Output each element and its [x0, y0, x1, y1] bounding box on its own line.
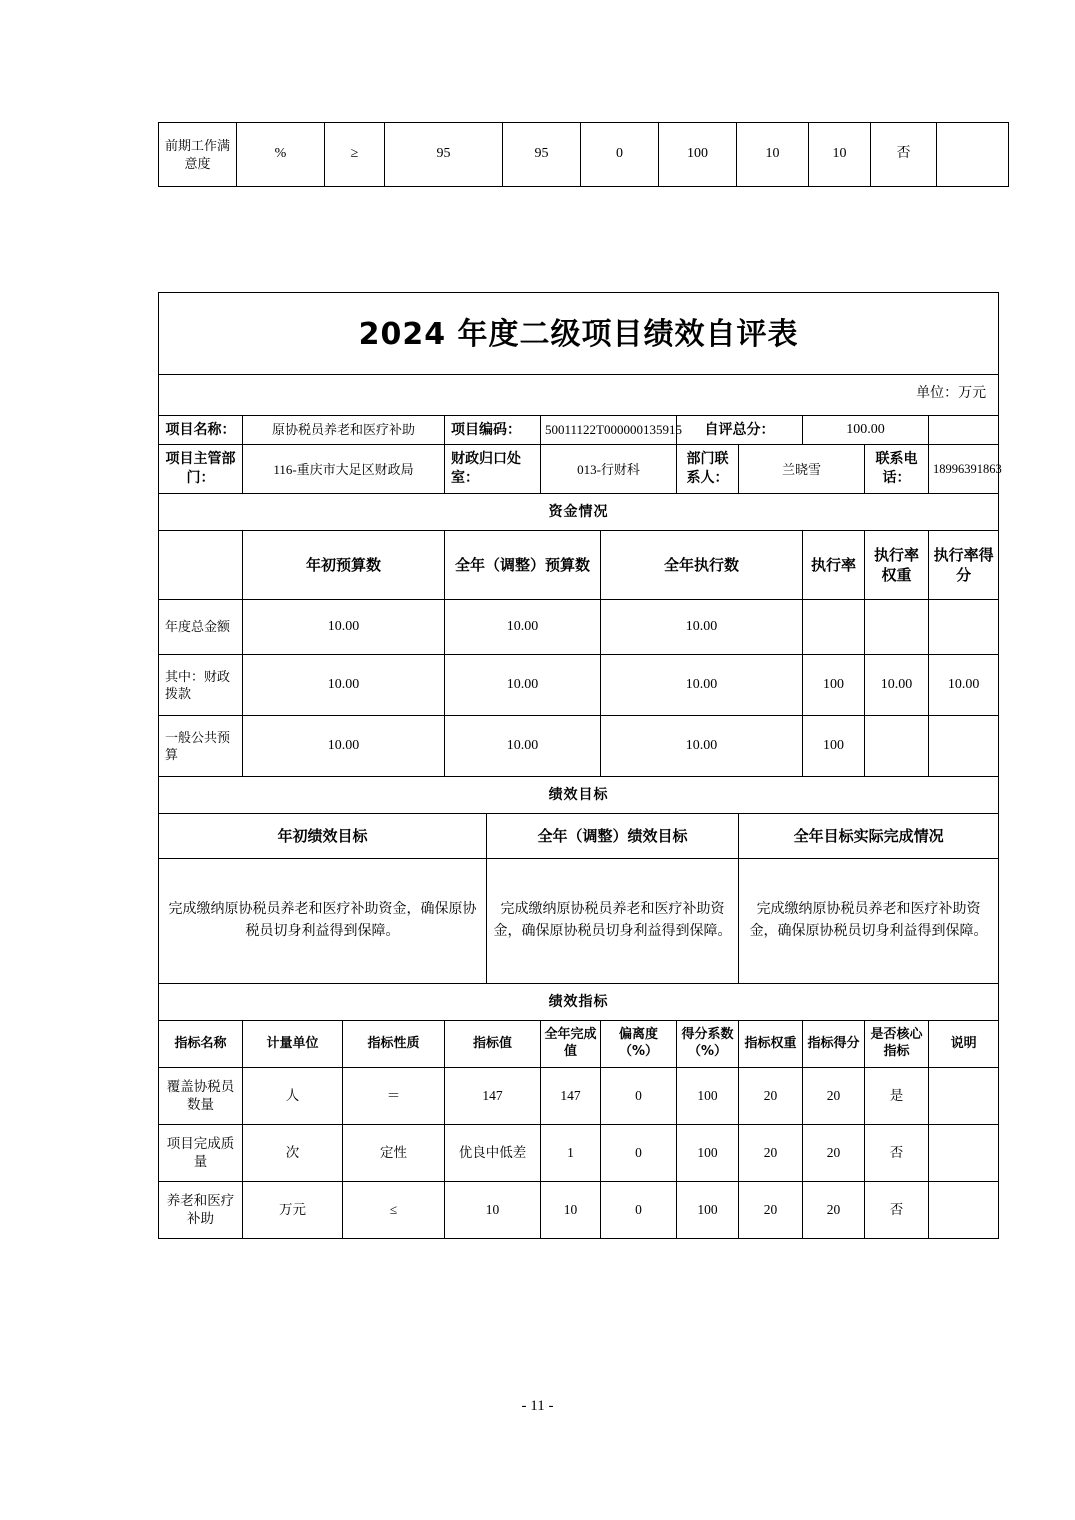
indicator-actual-value: 1 [541, 1124, 601, 1181]
project-info-row-1 [159, 415, 999, 445]
funds-initial: 10.00 [243, 655, 445, 716]
funds-rate [803, 600, 865, 655]
project-name-value: 原协税员养老和医疗补助 [243, 415, 445, 445]
funds-score: 10.00 [929, 655, 999, 716]
indicator-is-core: 否 [865, 1124, 929, 1181]
phone-value: 18996391863 [929, 445, 999, 494]
indicators-section-header [159, 984, 999, 1021]
info-blank-1 [929, 415, 999, 445]
indicator-note [929, 1181, 999, 1238]
funds-initial: 10.00 [243, 600, 445, 655]
goals-header-adjusted: 全年（调整）绩效目标 [487, 814, 739, 859]
indicator-score: 10 [809, 123, 871, 187]
finance-office-label: 财政归口处室： [445, 445, 541, 494]
col-target-value: 指标值 [445, 1021, 541, 1068]
funds-initial: 10.00 [243, 716, 445, 777]
indicator-score: 20 [803, 1181, 865, 1238]
indicator-actual-value: 147 [541, 1067, 601, 1124]
indicator-nature: ＝ [343, 1067, 445, 1124]
indicator-score: 20 [803, 1067, 865, 1124]
funds-row-general-budget [159, 716, 999, 777]
indicator-actual-value: 10 [541, 1181, 601, 1238]
indicator-is-core: 否 [865, 1181, 929, 1238]
performance-self-evaluation-table [158, 292, 1002, 1239]
indicator-score-coef: 100 [659, 123, 737, 187]
indicator-note [929, 1067, 999, 1124]
indicator-deviation: 0 [601, 1124, 677, 1181]
indicator-target-value: 147 [445, 1067, 541, 1124]
col-indicator-name: 指标名称 [159, 1021, 243, 1068]
funds-adjusted: 10.00 [445, 655, 601, 716]
indicator-score: 20 [803, 1124, 865, 1181]
funds-header-rate: 执行率 [803, 531, 865, 600]
indicator-score-coef: 100 [677, 1181, 739, 1238]
funds-row-appropriation [159, 655, 999, 716]
indicator-target-value: 优良中低差 [445, 1124, 541, 1181]
indicator-actual-value: 95 [503, 123, 581, 187]
goals-content-row [159, 859, 999, 984]
indicators-section-title: 绩效指标 [159, 984, 999, 1021]
funds-header-adjusted: 全年（调整）预算数 [445, 531, 601, 600]
indicator-weight: 20 [739, 1124, 803, 1181]
col-weight: 指标权重 [739, 1021, 803, 1068]
funds-weight [865, 716, 929, 777]
project-code-value: 50011122T000000135915 [541, 415, 677, 445]
table-row [159, 1124, 999, 1181]
col-nature: 指标性质 [343, 1021, 445, 1068]
col-score-coef: 得分系数（%） [677, 1021, 739, 1068]
funds-executed: 10.00 [601, 600, 803, 655]
goals-header-actual: 全年目标实际完成情况 [739, 814, 999, 859]
funds-executed: 10.00 [601, 716, 803, 777]
funds-header-executed: 全年执行数 [601, 531, 803, 600]
indicator-name: 养老和医疗补助 [159, 1181, 243, 1238]
table-row [159, 1181, 999, 1238]
funds-header-weight: 执行率权重 [865, 531, 929, 600]
indicator-nature: ≤ [343, 1181, 445, 1238]
finance-office-value: 013-行财科 [541, 445, 677, 494]
funds-section-title: 资金情况 [159, 494, 999, 531]
col-deviation: 偏离度（%） [601, 1021, 677, 1068]
project-code-label: 项目编码： [445, 415, 541, 445]
funds-header-row [159, 531, 999, 600]
self-score-label: 自评总分： [677, 415, 803, 445]
contact-label: 部门联系人： [677, 445, 739, 494]
funds-row-label: 年度总金额 [159, 600, 243, 655]
unit-note: 单位：万元 [159, 374, 999, 415]
goals-header-row [159, 814, 999, 859]
funds-adjusted: 10.00 [445, 600, 601, 655]
indicator-nature: 定性 [343, 1124, 445, 1181]
title-row [159, 293, 999, 375]
goals-section-header [159, 777, 999, 814]
indicator-unit: % [237, 123, 325, 187]
previous-table-fragment [158, 122, 1009, 187]
phone-label: 联系电话： [865, 445, 929, 494]
indicator-deviation: 0 [581, 123, 659, 187]
indicator-name: 覆盖协税员数量 [159, 1067, 243, 1124]
contact-value: 兰晓雪 [739, 445, 865, 494]
dept-value: 116-重庆市大足区财政局 [243, 445, 445, 494]
indicator-target-value: 95 [385, 123, 503, 187]
funds-header-blank [159, 531, 243, 600]
project-info-row-2 [159, 445, 999, 494]
funds-weight: 10.00 [865, 655, 929, 716]
table-row [159, 123, 1009, 187]
indicator-weight: 20 [739, 1181, 803, 1238]
goal-adjusted-text: 完成缴纳原协税员养老和医疗补助资金，确保原协税员切身利益得到保障。 [487, 859, 739, 984]
indicator-deviation: 0 [601, 1181, 677, 1238]
dept-label: 项目主管部门： [159, 445, 243, 494]
funds-row-label: 一般公共预算 [159, 716, 243, 777]
indicator-score-coef: 100 [677, 1067, 739, 1124]
funds-rate: 100 [803, 655, 865, 716]
funds-score [929, 600, 999, 655]
goal-initial-text: 完成缴纳原协税员养老和医疗补助资金，确保原协税员切身利益得到保障。 [159, 859, 487, 984]
goal-actual-text: 完成缴纳原协税员养老和医疗补助资金，确保原协税员切身利益得到保障。 [739, 859, 999, 984]
indicator-is-core: 否 [871, 123, 937, 187]
unit-note-row [159, 374, 999, 415]
indicator-target-value: 10 [445, 1181, 541, 1238]
indicator-note [937, 123, 1009, 187]
funds-adjusted: 10.00 [445, 716, 601, 777]
col-is-core: 是否核心指标 [865, 1021, 929, 1068]
goals-header-initial: 年初绩效目标 [159, 814, 487, 859]
page-title: 2024 年度二级项目绩效自评表 [159, 293, 999, 375]
indicator-unit: 次 [243, 1124, 343, 1181]
col-note: 说明 [929, 1021, 999, 1068]
funds-row-total [159, 600, 999, 655]
funds-header-score: 执行率得分 [929, 531, 999, 600]
self-score-value: 100.00 [803, 415, 929, 445]
indicator-weight: 10 [737, 123, 809, 187]
indicator-weight: 20 [739, 1067, 803, 1124]
indicator-name: 项目完成质量 [159, 1124, 243, 1181]
project-name-label: 项目名称： [159, 415, 243, 445]
funds-weight [865, 600, 929, 655]
indicator-name: 前期工作满意度 [159, 123, 237, 187]
funds-row-label: 其中：财政拨款 [159, 655, 243, 716]
col-actual-value: 全年完成值 [541, 1021, 601, 1068]
funds-header-initial: 年初预算数 [243, 531, 445, 600]
table-row [159, 1067, 999, 1124]
page-number: - 11 - [521, 1398, 554, 1414]
col-score: 指标得分 [803, 1021, 865, 1068]
funds-section-header [159, 494, 999, 531]
indicator-nature: ≥ [325, 123, 385, 187]
indicator-score-coef: 100 [677, 1124, 739, 1181]
funds-executed: 10.00 [601, 655, 803, 716]
funds-score [929, 716, 999, 777]
indicator-is-core: 是 [865, 1067, 929, 1124]
funds-rate: 100 [803, 716, 865, 777]
indicator-unit: 万元 [243, 1181, 343, 1238]
indicator-deviation: 0 [601, 1067, 677, 1124]
goals-section-title: 绩效目标 [159, 777, 999, 814]
indicators-header-row [159, 1021, 999, 1068]
indicator-note [929, 1124, 999, 1181]
indicator-unit: 人 [243, 1067, 343, 1124]
col-unit: 计量单位 [243, 1021, 343, 1068]
